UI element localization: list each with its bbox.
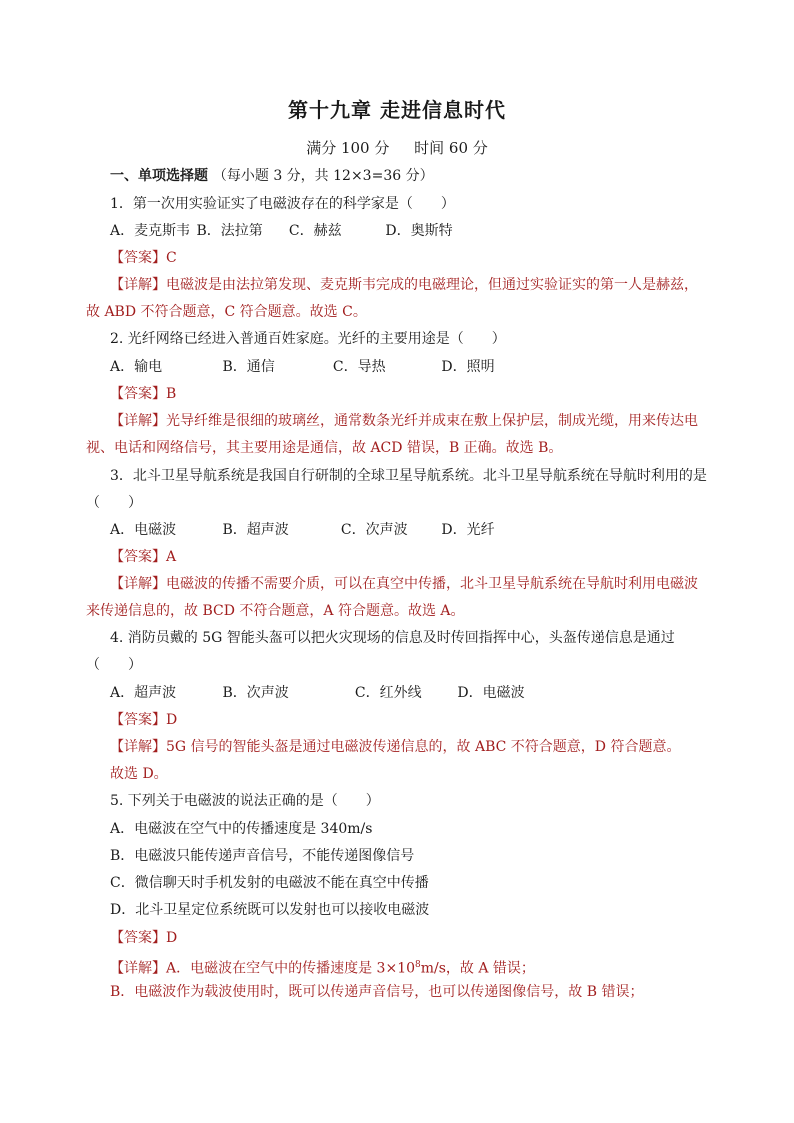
question-3-stem-line-1: 3．北斗卫星导航系统是我国自行研制的全球卫星导航系统。北斗卫星导航系统在导航时利用的是	[110, 468, 707, 484]
question-3-answer: 【答案】A	[110, 549, 177, 565]
question-5-option-b: B．电磁波只能传递声音信号，不能传递图像信号	[110, 848, 415, 864]
question-5-option-a: A．电磁波在空气中的传播速度是 340m/s	[110, 821, 373, 837]
page-title: 第十九章 走进信息时代	[288, 98, 506, 122]
question-1-options	[110, 221, 710, 241]
question-3-detail-line-1: 【详解】电磁波的传播不需要介质，可以在真空中传播，北斗卫星导航系统在导航时利用电磁波	[110, 576, 698, 592]
question-4-stem-line-2: （ ）	[86, 657, 142, 673]
detail-text-end: m/s，故 A 错误；	[420, 960, 535, 977]
option-a: A．超声波	[110, 685, 177, 701]
question-5-stem: 5. 下列关于电磁波的说法正确的是（ ）	[110, 793, 380, 809]
option-c: C．赫兹	[288, 223, 342, 239]
question-3-stem-line-2: （ ）	[86, 495, 142, 511]
option-a: A．麦克斯韦	[110, 223, 191, 239]
question-4-detail-line-1: 【详解】5G 信号的智能头盔是通过电磁波传递信息的，故 ABC 不符合题意，D 符合题意。	[110, 739, 681, 755]
option-d: D．电磁波	[457, 685, 525, 701]
question-1-detail-line-2: 故 ABD 不符合题意，C 符合题意。故选 C。	[86, 304, 367, 320]
question-4-stem-line-1: 4. 消防员戴的 5G 智能头盔可以把火灾现场的信息及时传回指挥中心，头盔传递信息是通过	[110, 630, 675, 646]
option-d: D．奥斯特	[385, 223, 453, 239]
option-a: A．电磁波	[110, 522, 177, 538]
option-c: C．红外线	[354, 685, 422, 701]
time-limit: 时间 60 分	[414, 139, 488, 157]
option-a: A．输电	[110, 359, 163, 375]
question-5-answer: 【答案】D	[110, 930, 178, 946]
section-title: 一、单项选择题	[110, 168, 208, 184]
option-d: D．光纤	[441, 522, 495, 538]
question-4-detail-line-2: 故选 D。	[110, 766, 168, 782]
exponent: 8	[415, 960, 421, 970]
question-2-answer: 【答案】B	[110, 386, 177, 402]
question-2-options	[110, 357, 710, 377]
option-d: D．照明	[441, 359, 495, 375]
question-5-detail-line-1	[110, 955, 710, 979]
option-b: B．超声波	[222, 522, 289, 538]
question-1-stem: 1．第一次用实验证实了电磁波存在的科学家是（ ）	[110, 196, 455, 212]
question-3-detail-line-2: 来传递信息的，故 BCD 不符合题意，A 符合题意。故选 A。	[86, 603, 465, 619]
question-3-options	[110, 520, 710, 540]
option-c: C．导热	[332, 359, 386, 375]
section-heading	[110, 166, 710, 186]
question-2-detail-line-2: 视、电话和网络信号，其主要用途是通信，故 ACD 错误，B 正确。故选 B。	[86, 440, 563, 456]
question-4-options	[110, 683, 710, 703]
detail-text: 【详解】A．电磁波在空气中的传播速度是 3×10	[110, 960, 416, 977]
option-b: B．通信	[222, 359, 275, 375]
question-2-detail-line-1: 【详解】光导纤维是很细的玻璃丝，通常数条光纤并成束在敷上保护层，制成光缆，用来传达电	[110, 413, 698, 429]
question-5-detail-line-2: B．电磁波作为载波使用时，既可以传递声音信号，也可以传递图像信号，故 B 错误；	[110, 984, 644, 1000]
option-c: C．次声波	[340, 522, 408, 538]
section-note: （每小题 3 分，共 12×3=36 分）	[212, 168, 434, 184]
exam-info	[0, 137, 794, 158]
full-score: 满分 100 分	[306, 139, 390, 157]
option-b: B．次声波	[222, 685, 289, 701]
option-b: B．法拉第	[196, 223, 263, 239]
question-1-detail-line-1: 【详解】电磁波是由法拉第发现、麦克斯韦完成的电磁理论，但通过实验证实的第一人是赫兹，	[110, 277, 698, 293]
question-5-option-d: D．北斗卫星定位系统既可以发射也可以接收电磁波	[110, 902, 430, 918]
question-4-answer: 【答案】D	[110, 712, 178, 728]
question-5-option-c: C．微信聊天时手机发射的电磁波不能在真空中传播	[110, 875, 429, 891]
question-2-stem: 2. 光纤网络已经进入普通百姓家庭。光纤的主要用途是（ ）	[110, 331, 506, 347]
question-1-answer: 【答案】C	[110, 250, 177, 266]
